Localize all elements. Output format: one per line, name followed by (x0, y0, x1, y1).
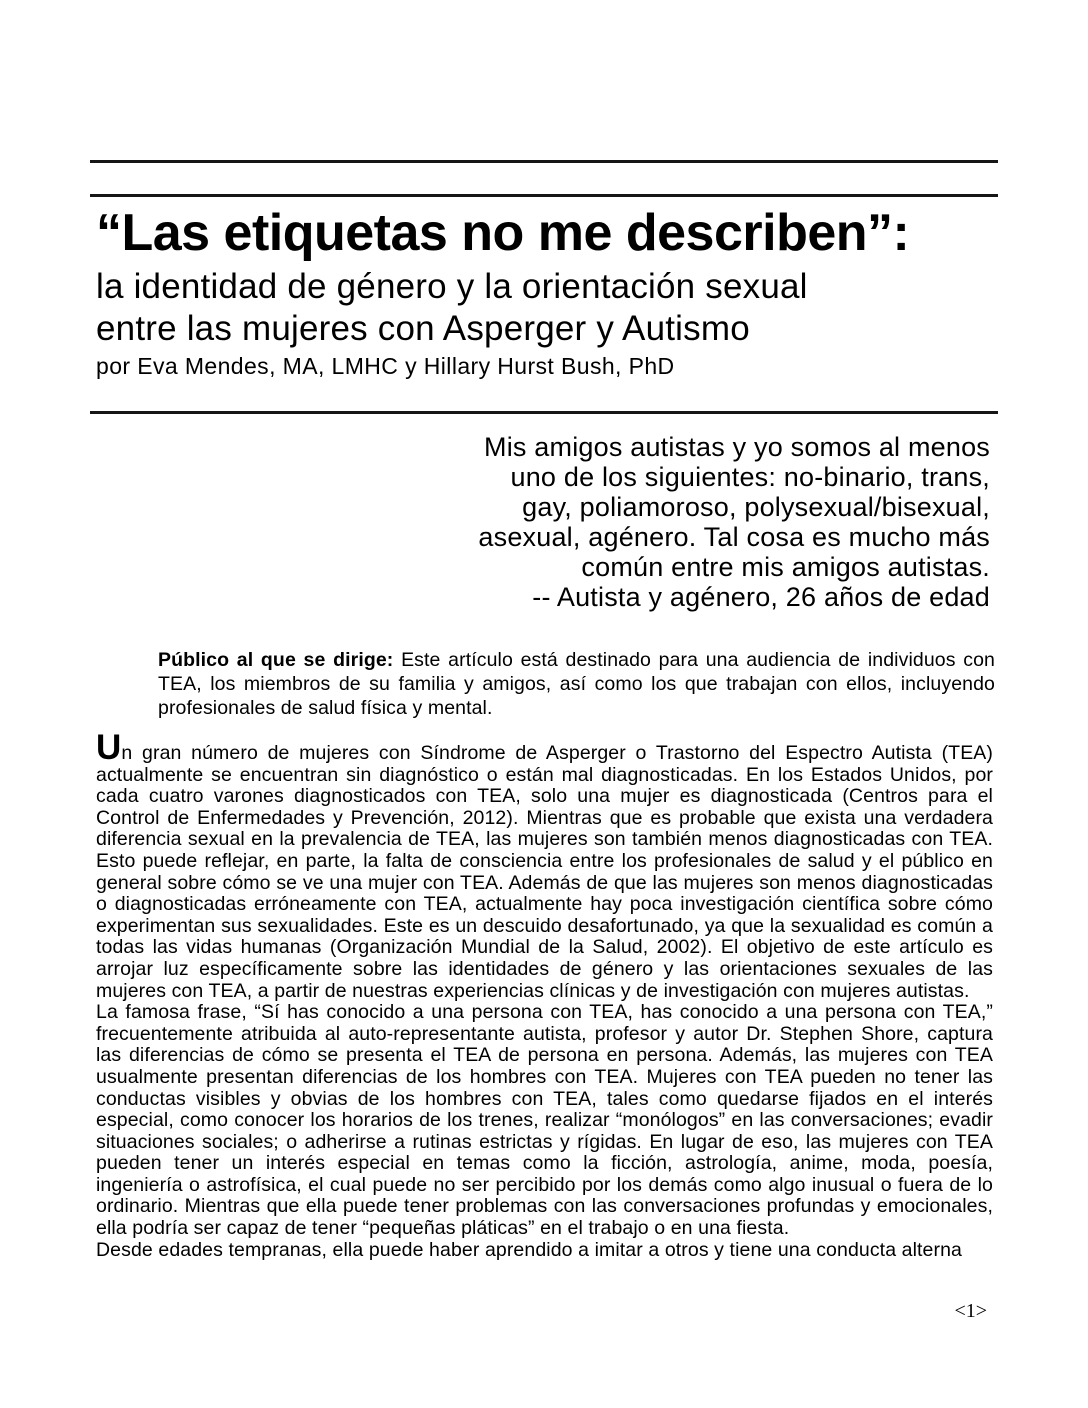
article-body (96, 728, 993, 1261)
page-number: <1> (954, 1300, 987, 1322)
pull-quote-line: gay, poliamoroso, polysexual/bisexual, (522, 492, 990, 522)
pull-quote-attribution: -- Autista y agénero, 26 años de edad (532, 582, 990, 612)
pull-quote-line: uno de los siguientes: no-binario, trans, (510, 462, 990, 492)
article-subtitle-line1: la identidad de género y la orientación sexual (96, 267, 808, 306)
horizontal-rule-top-second (90, 194, 998, 197)
article-subtitle (96, 266, 996, 350)
article-title: “Las etiquetas no me describen”: (96, 204, 910, 262)
article-subtitle-line2: entre las mujeres con Asperger y Autismo (96, 309, 750, 348)
pull-quote (96, 432, 990, 612)
body-paragraph-1-text: n gran número de mujeres con Síndrome de Asperger o Trastorno del Espectro Autista (TEA) actualmente se encuentran sin diagnóstico o están mal diagnosticadas. En los Estados Unidos, por cada cuatro varones diagnosticados con TEA, solo una mujer es diagnosticada (Centros para el Control de Enfermedades y Prevención, 2012). Mientras que es probable que exista una verdadera diferencia sexual en la prevalencia de TEA, las mujeres son también menos diagnosticadas con TEA. Esto puede reflejar, en parte, la falta de consciencia entre los profesionales de salud y el público en general sobre cómo se ve una mujer con TEA. Además de que las mujeres son menos diagnosticadas o diagnosticadas erróneamente con TEA, actualmente hay poca investigación científica sobre cómo experimentan sus sexualidades. Este es un descuido desafortunado, ya que la sexualidad es común a todas las vidas humanas (Organización Mundial de la Salud, 2002). El objetivo de este artículo es arrojar luz específicamente sobre las identidades de género y las orientaciones sexuales de las mujeres con TEA, a partir de nuestras experiencias clínicas y de investigación con mujeres autistas. (96, 742, 993, 1002)
audience-note-label: Público al que se dirige: (158, 649, 394, 671)
body-paragraph-1 (96, 728, 993, 1002)
pull-quote-line: Mis amigos autistas y yo somos al menos (484, 432, 990, 462)
horizontal-rule-below-byline (90, 411, 998, 414)
pull-quote-line: común entre mis amigos autistas. (581, 552, 990, 582)
horizontal-rule-top-first (90, 160, 998, 163)
pull-quote-line: asexual, agénero. Tal cosa es mucho más (478, 522, 990, 552)
body-paragraph-3: Desde edades tempranas, ella puede haber aprendido a imitar a otros y tiene una conducta alterna (96, 1238, 962, 1261)
body-paragraph-2: La famosa frase, “Sí has conocido a una persona con TEA, has conocido a una persona con TEA,” frecuentemente atribuida al auto-representante autista, profesor y autor Dr. Stephen Shore, captura las diferencias de cómo se presenta el TEA de persona en persona. Además, las mujeres con TEA usualmente presentan diferencias de los hombres con TEA. Mujeres con TEA pueden no tener las conductas visibles y obvias de los hombres con TEA, tales como quedarse fijados en el interés especial, como conocer los horarios de los trenes, realizar “monólogos” en las conversaciones; evadir situaciones sociales; o adherirse a rutinas estrictas y rígidas. En lugar de eso, las mujeres con TEA pueden tener un interés especial en temas como la ficción, astrología, anime, moda, poesía, ingeniería o astrofísica, el cual puede no ser percibido por los demás como algo inusual o fuera de lo ordinario. Mientras que ella puede tener problemas con las conversaciones profundas y emocionales, ella podría ser capaz de tener “pequeñas pláticas” en el trabajo o en una fiesta. (96, 1001, 993, 1240)
audience-note (158, 648, 995, 720)
audience-note-text: Este artículo está destinado para una audiencia de individuos con TEA, los miembros de su familia y amigos, así como los que trabajan con ellos, incluyendo profesionales de salud física y mental. (158, 649, 995, 719)
article-byline: por Eva Mendes, MA, LMHC y Hillary Hurst Bush, PhD (96, 353, 675, 379)
raised-initial-cap: U (96, 728, 122, 767)
